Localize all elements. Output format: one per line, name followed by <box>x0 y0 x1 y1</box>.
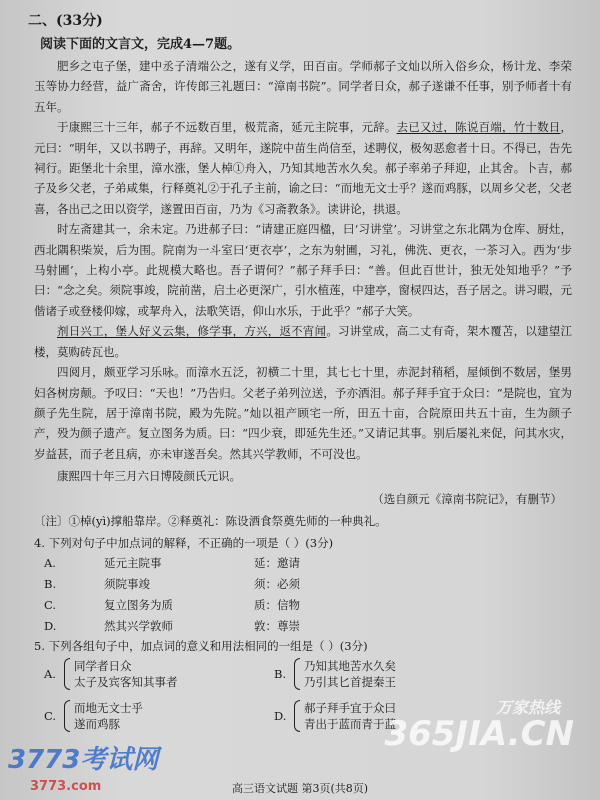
option-line: 太子及宾客知其事者 <box>74 675 178 690</box>
option-letter: B. <box>44 577 57 592</box>
option-phrase: 复立图务为质 <box>104 598 173 613</box>
q4-option-d <box>34 616 572 637</box>
section-heading: 二、(33分) <box>28 13 103 29</box>
watermark-3773-url: 3773.com <box>30 779 102 794</box>
option-letter: A. <box>44 556 56 571</box>
page-footer: 高三语文试题 第3页(共8页) <box>231 782 369 795</box>
option-letter: C. <box>44 598 57 613</box>
passage-paragraph <box>34 117 572 219</box>
watermark-365jia-tagline: 万家热线 <box>495 698 560 717</box>
q4-option-c <box>34 595 572 616</box>
option-lines <box>74 658 178 690</box>
option-letter: A. <box>44 667 56 682</box>
option-gloss: 须：必须 <box>254 577 300 592</box>
option-letter: B. <box>274 667 287 682</box>
option-phrase: 延元主院事 <box>104 556 162 571</box>
option-phrase: 然其兴学敦师 <box>104 619 173 634</box>
option-lines <box>304 658 396 690</box>
option-gloss: 敦：尊崇 <box>254 619 300 634</box>
passage-text: 。习讲堂成，高二丈有奇，架木覆苫，以建望江楼，莫购砖瓦也。 <box>34 324 572 359</box>
option-phrase: 须院事竣 <box>104 577 150 592</box>
passage-paragraph: 四阅月，颇亚学习乐咏。而漳水五泛，初横二十里，其七七十里，赤泥封稍稻，屋倾倒不数居，堡男妇各树房颠。予叹曰：“天也！”乃告归。父老子弟列泣送，予亦洒泪。郝子拜手宜于众曰：“是院也，宜为颜子先生院，居于漳南书院，殿为先院。”灿以祖产顾宅一所，田五十亩，合院原田共五十亩，生为颜子产，殁为颜子遗产。复立图务为质。曰：“四少衰，即延先生还。”又请记其事。别后屡礼来促，问其水灾，岁益甚，而子老且病，亦未审遂吾矣。然其兴学教师，不可没也。 <box>34 365 572 461</box>
q5-option-d <box>274 700 396 732</box>
option-lines <box>74 700 143 732</box>
option-line: 遂而鸡豚 <box>74 717 120 732</box>
brace-icon <box>64 658 70 690</box>
passage-text: 于康熙三十三年，郝子不远数百里，极荒斋，延元主院事，元辞。 <box>57 120 397 135</box>
q5-option-c <box>44 700 143 732</box>
option-lines <box>304 700 396 732</box>
passage-text: ，元曰：“明年，又以书聘子，再辞。又明年，遂院中苗生尚信至，述聘仪，极匆恶愈者十日。不得已，告先祠行。距堡北十余里，漳水涨，堡人棹①舟入，乃知其地苦水久矣。郝子率弟子拜迎，止其舍。卜吉，郝子及乡父老，子弟咸集，行释奠礼②于孔子主前，谕之曰：“而地无文士乎？遂而鸡豚，以周乡父老，父老喜，各出己之田以资学，遂置田百亩，乃为《习斋教条》。读讲论，拱退。 <box>34 120 573 216</box>
brace-icon <box>294 700 300 732</box>
passage <box>34 56 572 464</box>
passage-paragraph <box>34 321 572 362</box>
option-line: 乃知其地苦水久矣 <box>304 659 396 674</box>
watermark-3773-logo: 3773考试网 <box>8 745 159 775</box>
underlined-sentence: 剂日兴工，堡人好义云集，修学事，方兴，返不宵闻 <box>57 324 327 339</box>
underlined-sentence: 去已又过，陈说百端，竹十数日 <box>396 120 561 135</box>
option-line: 乃引其匕首提秦王 <box>304 675 396 690</box>
brace-icon <box>64 700 70 732</box>
question-5: 5. 下列各组句子中，加点词的意义和用法相同的一组是（ ）(3分) <box>34 639 368 654</box>
option-letter: C. <box>44 709 57 724</box>
option-gloss: 延：邀请 <box>254 556 300 571</box>
question-4: 4. 下列对句子中加点词的解释，不正确的一项是（ ）(3分) <box>34 536 334 551</box>
q4-option-a <box>34 553 572 574</box>
option-gloss: 质：信物 <box>254 598 300 613</box>
passage-paragraph: 时左斋建其一，余未定。乃进郝子曰：“请建正庭四楹，曰‘习讲堂’。习讲堂之东北隅为仓库、厨灶，西北隅积柴炭，后为围。院南为一斗室曰‘更衣亭’，之东为射圃，习礼，佛洗、更衣，一茶习入。西为‘步马射圃’，上构小亭。此规模大略也。吾子谓何？”郝子拜手曰：“善。但此百世计，独无处知地乎？”予曰：“念之矣。须院事竣，院前凿，启土必更深广，引水植莲，中建亭，窗棂四达，吾子居之。讲习暇，元偕诸子或登楼仰嫁，或挈舟入，法歌笑语，仰山水乐，于此乎？”郝子大笑。 <box>34 222 572 318</box>
q5-option-a <box>44 658 178 690</box>
option-line: 而地无文士乎 <box>74 701 143 716</box>
option-line: 郝子拜手宜于众曰 <box>304 701 396 716</box>
brace-icon <box>294 658 300 690</box>
passage-source: （选自颜元《漳南书院记》，有删节） <box>372 492 562 507</box>
q5-option-b <box>274 658 396 690</box>
watermark-365jia-logo: 365JIA.CN <box>384 714 574 754</box>
footnote: 〔注〕①棹(yì)撑船靠岸。②释奠礼：陈设酒食祭奠先师的一种典礼。 <box>34 514 387 529</box>
option-line: 青出于蓝而青于蓝 <box>304 717 396 732</box>
passage-paragraph: 肥乡之屯子堡，建中丞子清端公之，遂有义学，田百亩。学师郝子文灿以所入俗乡众，杨计龙、李荣玉等协力经营，益广斋舍，许传郎三礼题曰：“漳南书院”。同学者日众，郝子遂谦不任事，别予师者十有五年。 <box>34 59 572 114</box>
option-letter: D. <box>274 709 287 724</box>
q4-option-b <box>34 574 572 595</box>
reading-instruction: 阅读下面的文言文，完成4—7题。 <box>40 37 241 52</box>
option-line: 同学者日众 <box>74 659 132 674</box>
passage-date: 康熙四十年三月六日博陵颜氏元识。 <box>57 469 241 484</box>
option-letter: D. <box>44 619 57 634</box>
